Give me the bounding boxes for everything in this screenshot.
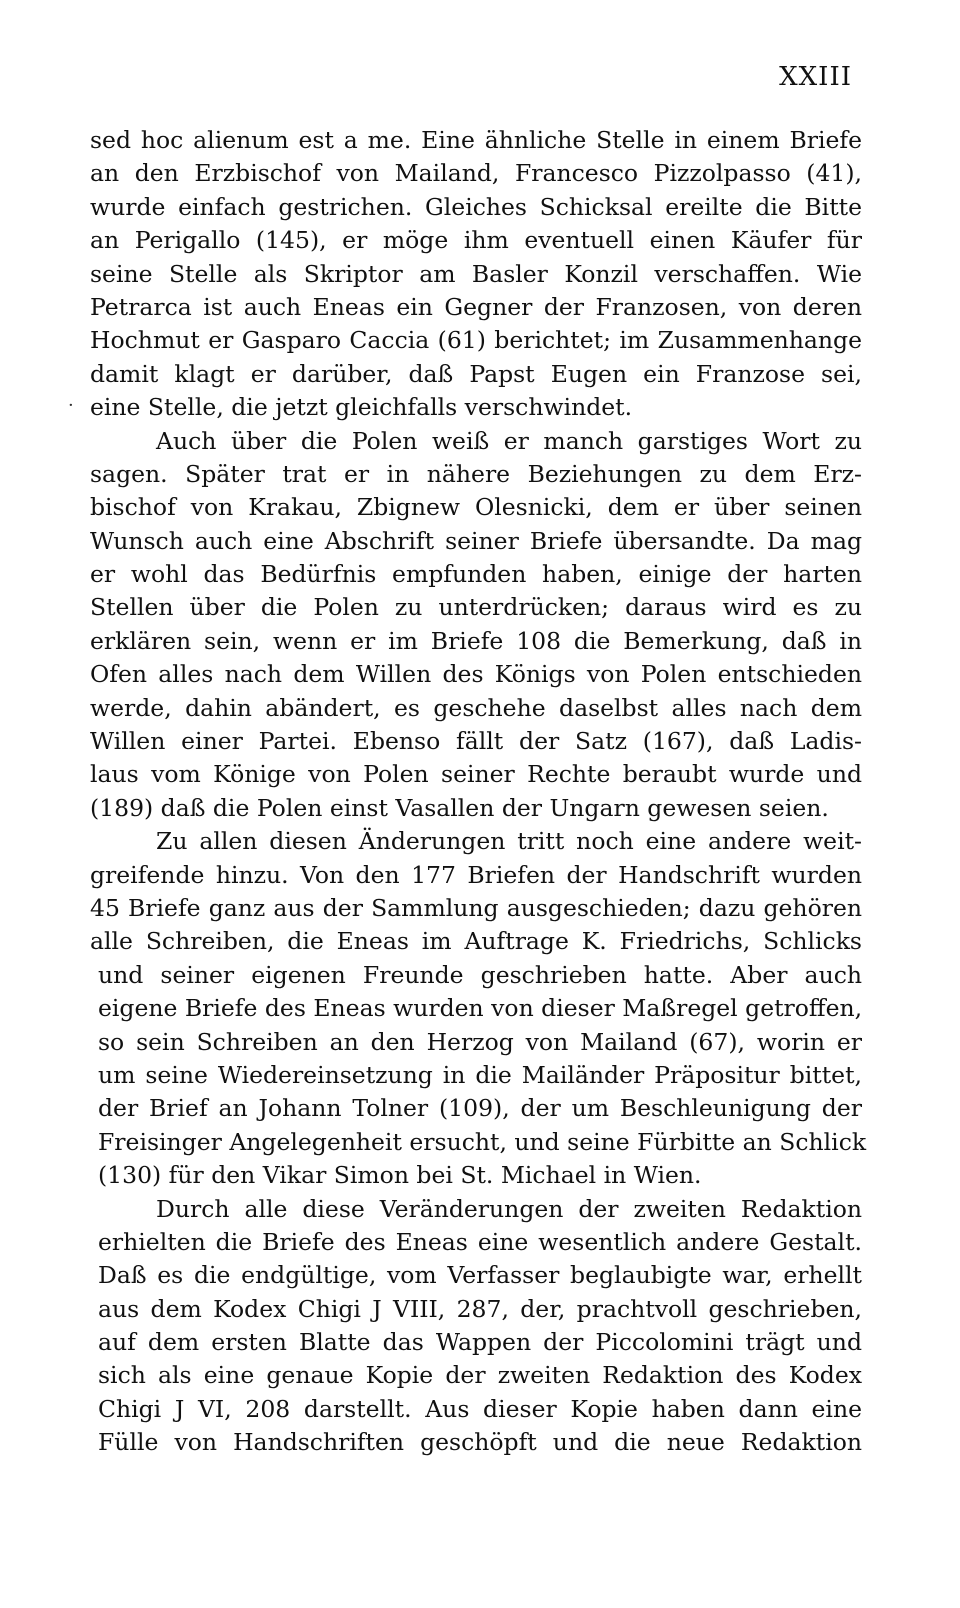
text-line: Ofen alles nach dem Willen des Königs von Polen entschieden	[90, 660, 862, 689]
text-line: Willen einer Partei. Ebenso fällt der Satz (167), daß Ladis-	[90, 727, 862, 756]
text-line: eigene Briefe des Eneas wurden von dieser Maßregel getroffen,	[98, 994, 863, 1023]
text-line: sed hoc alienum est a me. Eine ähnliche Stelle in einem Briefe	[90, 126, 862, 154]
body-text	[90, 124, 867, 1460]
text-line: bischof von Krakau, Zbignew Olesnicki, dem er über seinen	[90, 493, 862, 522]
text-line: der Brief an Johann Tolner (109), der um Beschleunigung der	[98, 1094, 862, 1123]
page-number: XXIII	[779, 62, 852, 92]
text-line: an den Erzbischof von Mailand, Francesco Pizzolpasso (41),	[90, 159, 862, 188]
text-line: damit klagt er darüber, daß Papst Eugen ein Franzose sei,	[90, 359, 862, 388]
text-line: wurde einfach gestrichen. Gleiches Schicksal ereilte die Bitte	[90, 192, 862, 221]
text-line: seine Stelle als Skriptor am Basler Konzil verschaffen. Wie	[90, 259, 862, 288]
text-line: alle Schreiben, die Eneas im Auftrage K. Friedrichs, Schlicks	[90, 927, 862, 956]
text-line: um seine Wiedereinsetzung in die Mailänder Präpositur bittet,	[98, 1060, 862, 1089]
text-line: auf dem ersten Blatte das Wappen der Piccolomini trägt und	[98, 1328, 862, 1357]
text-line: Petrarca ist auch Eneas ein Gegner der Franzosen, von deren	[90, 292, 862, 321]
text-line: (130) für den Vikar Simon bei St. Michael in Wien.	[98, 1161, 702, 1190]
text-line: Wunsch auch eine Abschrift seiner Briefe übersandte. Da mag	[90, 526, 862, 555]
text-line: Fülle von Handschriften geschöpft und die neue Redaktion	[98, 1428, 862, 1457]
text-line: 45 Briefe ganz aus der Sammlung ausgeschieden; dazu gehören	[90, 893, 862, 922]
text-line: Chigi J VI, 208 darstellt. Aus dieser Kopie haben dann eine	[98, 1394, 862, 1423]
text-line: Stellen über die Polen zu unterdrücken; daraus wird es zu	[90, 593, 862, 622]
text-line: aus dem Kodex Chigi J VIII, 287, der, prachtvoll geschrieben,	[98, 1294, 862, 1323]
text-line: sagen. Später trat er in nähere Beziehungen zu dem Erz-	[90, 459, 862, 488]
text-line: Freisinger Angelegenheit ersucht, und seine Fürbitte an Schlick	[98, 1127, 867, 1156]
margin-mark: ·	[68, 395, 74, 416]
text-line: (189) daß die Polen einst Vasallen der Ungarn gewesen seien.	[90, 793, 829, 822]
text-line: Daß es die endgültige, vom Verfasser beglaubigte war, erhellt	[98, 1261, 862, 1290]
text-line: sich als eine genaue Kopie der zweiten Redaktion des Kodex	[98, 1361, 862, 1390]
text-line: greifende hinzu. Von den 177 Briefen der Handschrift wurden	[90, 860, 862, 889]
paragraph-start-line: Auch über die Polen weiß er manch garstiges Wort zu	[156, 426, 862, 455]
text-line: Hochmut er Gasparo Caccia (61) berichtet; im Zusammenhange	[90, 326, 862, 355]
text-line: an Perigallo (145), er möge ihm eventuell einen Käufer für	[90, 226, 862, 255]
text-line: so sein Schreiben an den Herzog von Mailand (67), worin er	[98, 1027, 862, 1056]
text-line: und seiner eigenen Freunde geschrieben hatte. Aber auch	[98, 960, 862, 989]
text-line: laus vom Könige von Polen seiner Rechte beraubt wurde und	[90, 760, 862, 789]
text-line: erhielten die Briefe des Eneas eine wesentlich andere Gestalt.	[98, 1227, 862, 1256]
text-line: er wohl das Bedürfnis empfunden haben, einige der harten	[90, 560, 862, 589]
text-line: eine Stelle, die jetzt gleichfalls verschwindet.	[90, 393, 633, 422]
paragraph-start-line: Zu allen diesen Änderungen tritt noch eine andere weit-	[156, 827, 862, 856]
text-line: werde, dahin abändert, es geschehe daselbst alles nach dem	[90, 693, 862, 722]
text-line: erklären sein, wenn er im Briefe 108 die Bemerkung, daß in	[90, 626, 862, 655]
paragraph-start-line: Durch alle diese Veränderungen der zweiten Redaktion	[156, 1194, 862, 1223]
